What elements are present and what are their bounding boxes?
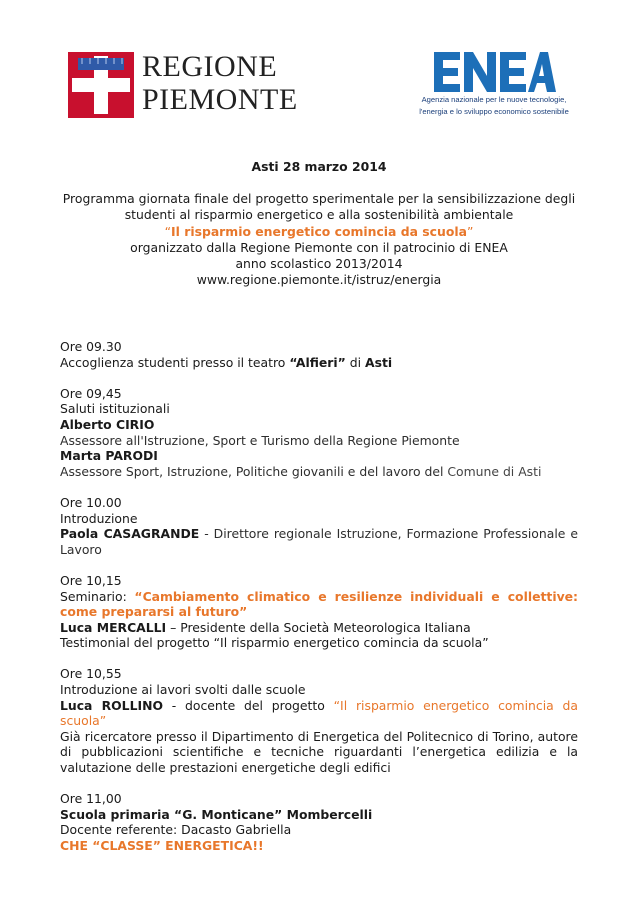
school-project-title: CHE “CLASSE” ENERGETICA!!: [60, 838, 264, 853]
speaker-bio: Già ricercatore presso il Dipartimento di Energetica del Politecnico di Torino, autore di pubblicazioni scientifiche e tecniche riguardanti l’energetica edilizia e la valutazione delle prestazioni energetiche degli edifici: [60, 728, 578, 776]
time-label: Ore 10,15: [60, 572, 122, 588]
speaker-name: Marta PARODI: [60, 448, 158, 464]
intro-website[interactable]: www.regione.piemonte.it/istruz/energia: [196, 272, 442, 288]
item-title: Introduzione ai lavori svolti dalle scuole: [60, 682, 306, 698]
open-quote: “: [164, 223, 172, 239]
enea-tagline-line1: Agenzia nazionale per le nuove tecnologie,: [421, 95, 567, 104]
text: Assessore Sport, Istruzione, Politiche giovanili e del lavoro del: [60, 463, 448, 479]
close-quote: ”: [466, 223, 474, 239]
enea-tagline-line2: l'energia e lo sviluppo economico sostenibile: [419, 107, 569, 116]
speaker-name: Luca ROLLINO: [60, 697, 163, 713]
text: di: [345, 354, 365, 370]
program-item-0930: [60, 339, 578, 370]
regione-piemonte-flag-icon: [68, 52, 134, 118]
time-label: Ore 10.00: [60, 494, 122, 510]
seminar-line: [60, 589, 578, 620]
regione-word: REGIONE: [142, 50, 278, 83]
item-title: Introduzione: [60, 510, 138, 526]
teacher-line: Docente referente: Dacasto Gabriella: [60, 822, 292, 838]
time-label: Ore 09,45: [60, 385, 122, 401]
intro-block: [40, 159, 598, 288]
speaker-line: [60, 698, 578, 729]
speaker-role: Assessore all'Istruzione, Sport e Turismo della Regione Piemonte: [60, 432, 460, 448]
intro-line-1: Programma giornata finale del progetto sperimentale per la sensibilizzazione degli: [62, 191, 576, 207]
city-name: Asti: [364, 354, 393, 370]
seminar-title: “Cambiamento climatico e resilienze individuali e collettive: come prepararsi al futuro”: [60, 588, 578, 620]
theatre-name: “Alfieri”: [289, 354, 346, 370]
regione-piemonte-wordmark: [142, 50, 298, 116]
speaker-role: - docente del progetto: [162, 697, 334, 713]
speaker-name: Luca MERCALLI: [60, 619, 167, 635]
speaker-role: [60, 464, 578, 480]
time-label: Ore 10,55: [60, 666, 122, 682]
project-title: Il risparmio energetico comincia da scuola: [171, 223, 467, 239]
intro-line-4: organizzato dalla Regione Piemonte con il patrocinio di ENEA: [130, 239, 508, 255]
piemonte-word: PIEMONTE: [142, 83, 298, 116]
text: Accoglienza studenti presso il teatro: [60, 354, 290, 370]
testimonial-line: Testimonial del progetto “Il risparmio energetico comincia da scuola”: [60, 635, 489, 651]
speaker-role: – Presidente della Società Meteorologica Italiana: [166, 619, 471, 635]
regione-piemonte-logo: [68, 50, 298, 118]
speaker-line: [60, 620, 578, 636]
program-item-0945: [60, 386, 578, 480]
enea-tagline: [408, 94, 580, 118]
intro-line-2: studenti al risparmio energetico e alla sostenibilità ambientale: [124, 207, 514, 223]
project-reference: “Il risparmio energetico comincia da scuola”: [60, 697, 578, 729]
program-item-1055: [60, 666, 578, 775]
time-label: Ore 09.30: [60, 339, 122, 354]
project-title-line: [40, 224, 598, 240]
seminar-label: Seminario:: [60, 588, 135, 604]
speaker-name: Paola CASAGRANDE: [60, 526, 200, 542]
school-name: Scuola primaria “G. Monticane” Mombercelli: [60, 806, 373, 822]
enea-wordmark-icon: [432, 50, 556, 94]
speaker-role: - Direttore regionale Istruzione, Formazione Professionale e Lavoro: [60, 526, 578, 557]
speaker-name: Alberto CIRIO: [60, 416, 155, 432]
speaker-line: [60, 526, 578, 557]
item-description: [60, 355, 578, 371]
program-item-1100: [60, 791, 578, 853]
item-title: Saluti istituzionali: [60, 401, 170, 417]
program-item-1000: [60, 495, 578, 557]
text: Comune di Asti: [447, 463, 542, 479]
time-label: Ore 11,00: [60, 791, 122, 807]
intro-line-5: anno scolastico 2013/2014: [235, 256, 403, 272]
program-item-1015: [60, 573, 578, 651]
program-list: [60, 339, 578, 869]
enea-logo: [408, 50, 580, 122]
event-date: Asti 28 marzo 2014: [251, 159, 387, 174]
